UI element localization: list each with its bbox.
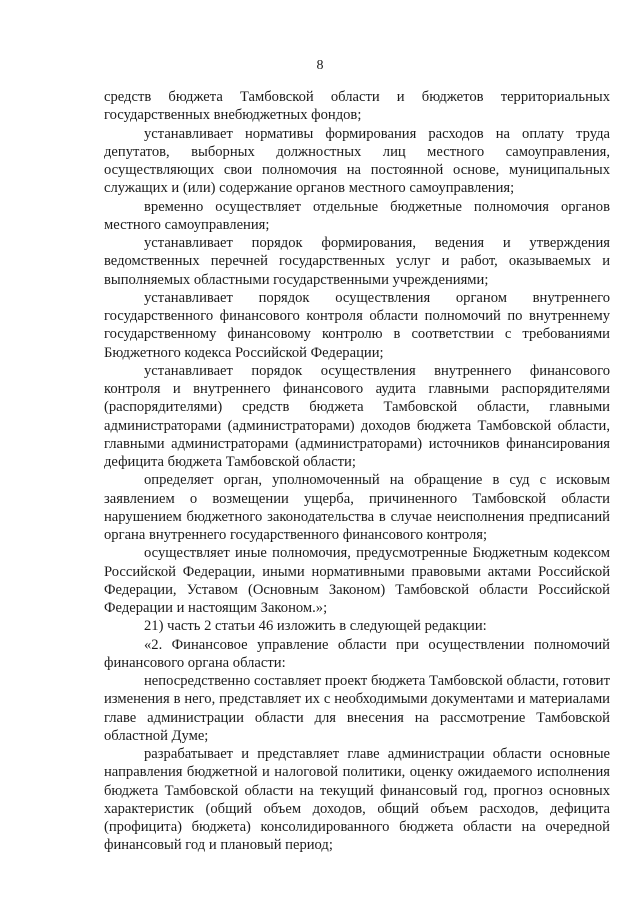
paragraph-court-claims: определяет орган, уполномоченный на обращение в суд с исковым заявлением о возмещении ущерба, причиненного Тамбовской области нарушением бюджетного законодательства в случае неисполнения предписаний органа внутреннего государственного финансового контроля; <box>104 472 610 543</box>
paragraph-service-lists: устанавливает порядок формирования, ведения и утверждения ведомственных перечней государственных услуг и работ, оказываемых и выполняемых областными государственными учреждениями; <box>104 235 610 288</box>
paragraph-budget-funds: средств бюджета Тамбовской области и бюджетов территориальных государственных внебюджетных фондов; <box>104 89 610 124</box>
paragraph-internal-audit: устанавливает порядок осуществления внутреннего финансового контроля и внутреннего финансового аудита главными распорядителями (распорядителями) средств бюджета Тамбовской области, главными администраторами (администраторами) доходов бюджета Тамбовской области, главными администраторами (администраторами) источников финансирования дефицита бюджета Тамбовской области; <box>104 362 610 470</box>
paragraph-other-powers: осуществляет иные полномочия, предусмотренные Бюджетным кодексом Российской Федерации, иными нормативными правовыми актами Российской Федерации, Уставом (Основным Законом) Тамбовской области Российской Федерации и настоящим Законом.»; <box>104 545 610 616</box>
paragraph-labor-cost-norms: устанавливает нормативы формирования расходов на оплату труда депутатов, выборных должностных лиц местного самоуправления, осуществляющих свои полномочия на постоянной основе, муниципальных служащих и (или) содержание органов местного самоуправления; <box>104 125 610 197</box>
paragraph-budget-policy: разрабатывает и представляет главе администрации области основные направления бюджетной и налоговой политики, оценку ожидаемого исполнения бюджета Тамбовской области на текущий финансовый год, прогноз основных характеристик (общий объем доходов, общий объем расходов, дефицита (профицита) бюджета) консолидированного бюджета области на очередной финансовый год и плановый период; <box>104 746 610 854</box>
page-number: 8 <box>316 58 324 73</box>
paragraph-finance-department: «2. Финансовое управление области при осуществлении полномочий финансового органа области: <box>104 636 610 671</box>
paragraph-temporary-powers: временно осуществляет отдельные бюджетные полномочия органов местного самоуправления; <box>104 198 610 233</box>
document-body <box>104 88 610 855</box>
paragraph-internal-control-procedure: устанавливает порядок осуществления органом внутреннего государственного финансового контроля области полномочий по внутреннему государственному финансовому контролю в соответствии с требованиями Бюджетного кодекса Российской Федерации; <box>104 289 610 361</box>
paragraph-draft-budget: непосредственно составляет проект бюджета Тамбовской области, готовит изменения в него, представляет их с необходимыми документами и материалами главе администрации области для внесения на рассмотрение Тамбовской областной Думе; <box>104 673 610 744</box>
paragraph-article-46-amendment: 21) часть 2 статьи 46 изложить в следующей редакции: <box>144 618 487 635</box>
